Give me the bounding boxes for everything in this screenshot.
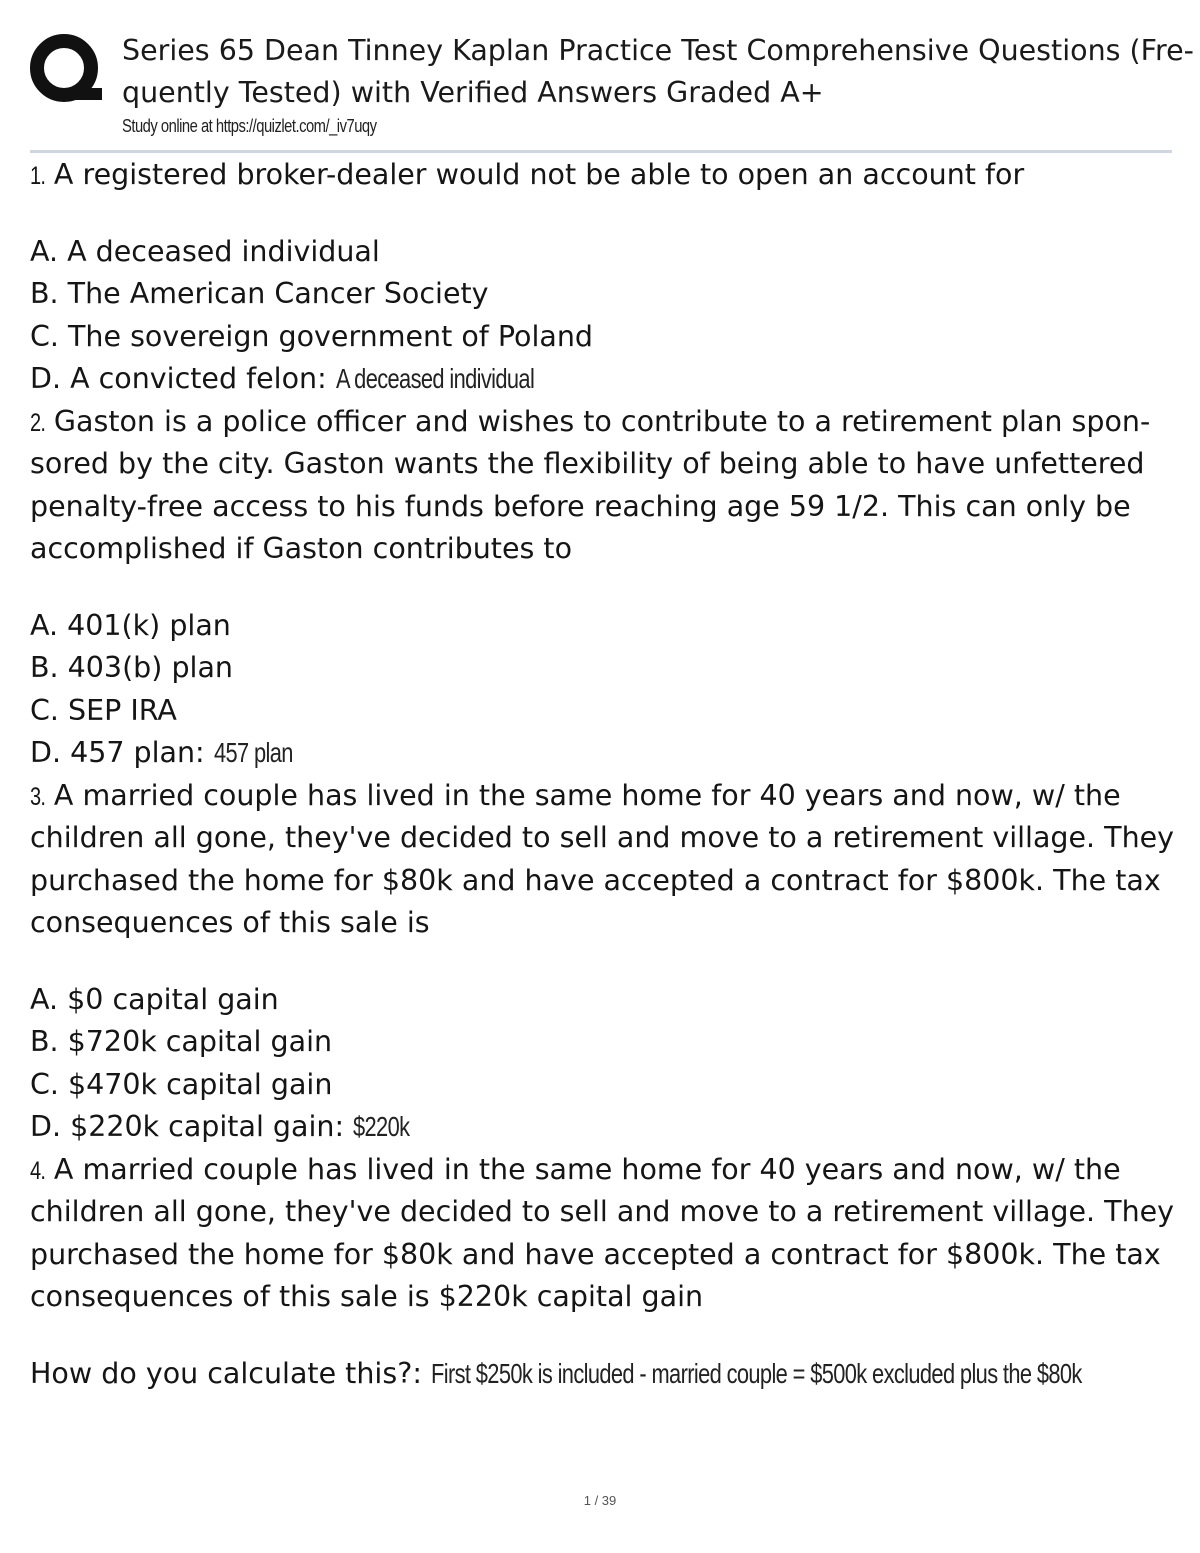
follow-up-prompt: How do you calculate this?: [30,1356,422,1390]
question-4 [30,1149,1190,1192]
question-number: 4. [30,1156,46,1185]
question-text: A registered broker-dealer would not be able to open an account for [53,158,1025,191]
title-line-2: quently Tested) with Verified Answers Graded A+ [122,76,824,109]
question-text: A married couple has lived in the same home for 40 years and now, w/ the [53,778,1121,812]
option-d [30,1106,1190,1149]
question-text-line: consequences of this sale is $220k capital gain [30,1280,704,1313]
answer-text: 457 plan [213,737,293,768]
question-text-line: penalty-free access to his funds before reaching age 59 1/2. This can only be [30,489,1131,523]
question-text-line: children all gone, they've decided to sell and move to a retirement village. They [30,821,1175,854]
option-d [30,732,1190,775]
question-text: A married couple has lived in the same home for 40 years and now, w/ the [53,1152,1121,1186]
question-number: 2. [30,408,46,437]
question-number: 1. [30,162,46,190]
study-online-link[interactable]: Study online at https://quizlet.com/_iv7uqy [122,116,377,136]
option-b: B. The American Cancer Society [30,277,489,310]
spacer [30,945,1190,979]
option-d [30,358,1190,401]
spacer [30,1319,1190,1353]
option-c: C. SEP IRA [30,693,177,727]
option-c: C. The sovereign government of Poland [30,319,594,353]
question-text-line: sored by the city. Gaston wants the flexibility of being able to have unfettered [30,447,1145,480]
option-a: A. $0 capital gain [30,982,279,1016]
question-text: Gaston is a police officer and wishes to contribute to a retirement plan spon- [53,404,1151,438]
question-text-line: children all gone, they've decided to sell and move to a retirement village. They [30,1195,1175,1228]
header-divider [30,150,1172,153]
question-text-line: accomplished if Gaston contributes to [30,532,573,565]
question-2 [30,401,1190,444]
quizlet-q-logo-icon [28,32,104,108]
answer-text: First $250k is included - married couple = $500k excluded plus the $80k [430,1357,1082,1389]
spacer [30,197,1190,231]
option-b: B. $720k capital gain [30,1025,333,1058]
option-d-text: D. 457 plan: [30,736,205,769]
option-a: A. A deceased individual [30,234,380,268]
answer-text: A deceased individual [335,363,534,394]
follow-up-question [30,1353,1190,1396]
answer-text: $220k [353,1111,410,1142]
spacer [30,571,1190,605]
question-text-line: consequences of this sale is [30,906,430,939]
question-number: 3. [30,782,46,811]
question-text-line: purchased the home for $80k and have accepted a contract for $800k. The tax [30,1237,1161,1271]
question-3 [30,775,1190,818]
option-c: C. $470k capital gain [30,1067,333,1101]
option-d-text: D. $220k capital gain: [30,1110,345,1143]
title-line-1: Series 65 Dean Tinney Kaplan Practice Test Comprehensive Questions (Fre- [122,34,1194,67]
document-body [30,154,1190,1395]
option-a: A. 401(k) plan [30,608,231,642]
question-text-line: purchased the home for $80k and have accepted a contract for $800k. The tax [30,863,1161,897]
question-1 [30,154,1190,197]
document-title [122,30,1200,114]
option-b: B. 403(b) plan [30,651,233,684]
page-number: 1 / 39 [583,1493,617,1508]
option-d-text: D. A convicted felon: [30,362,327,395]
